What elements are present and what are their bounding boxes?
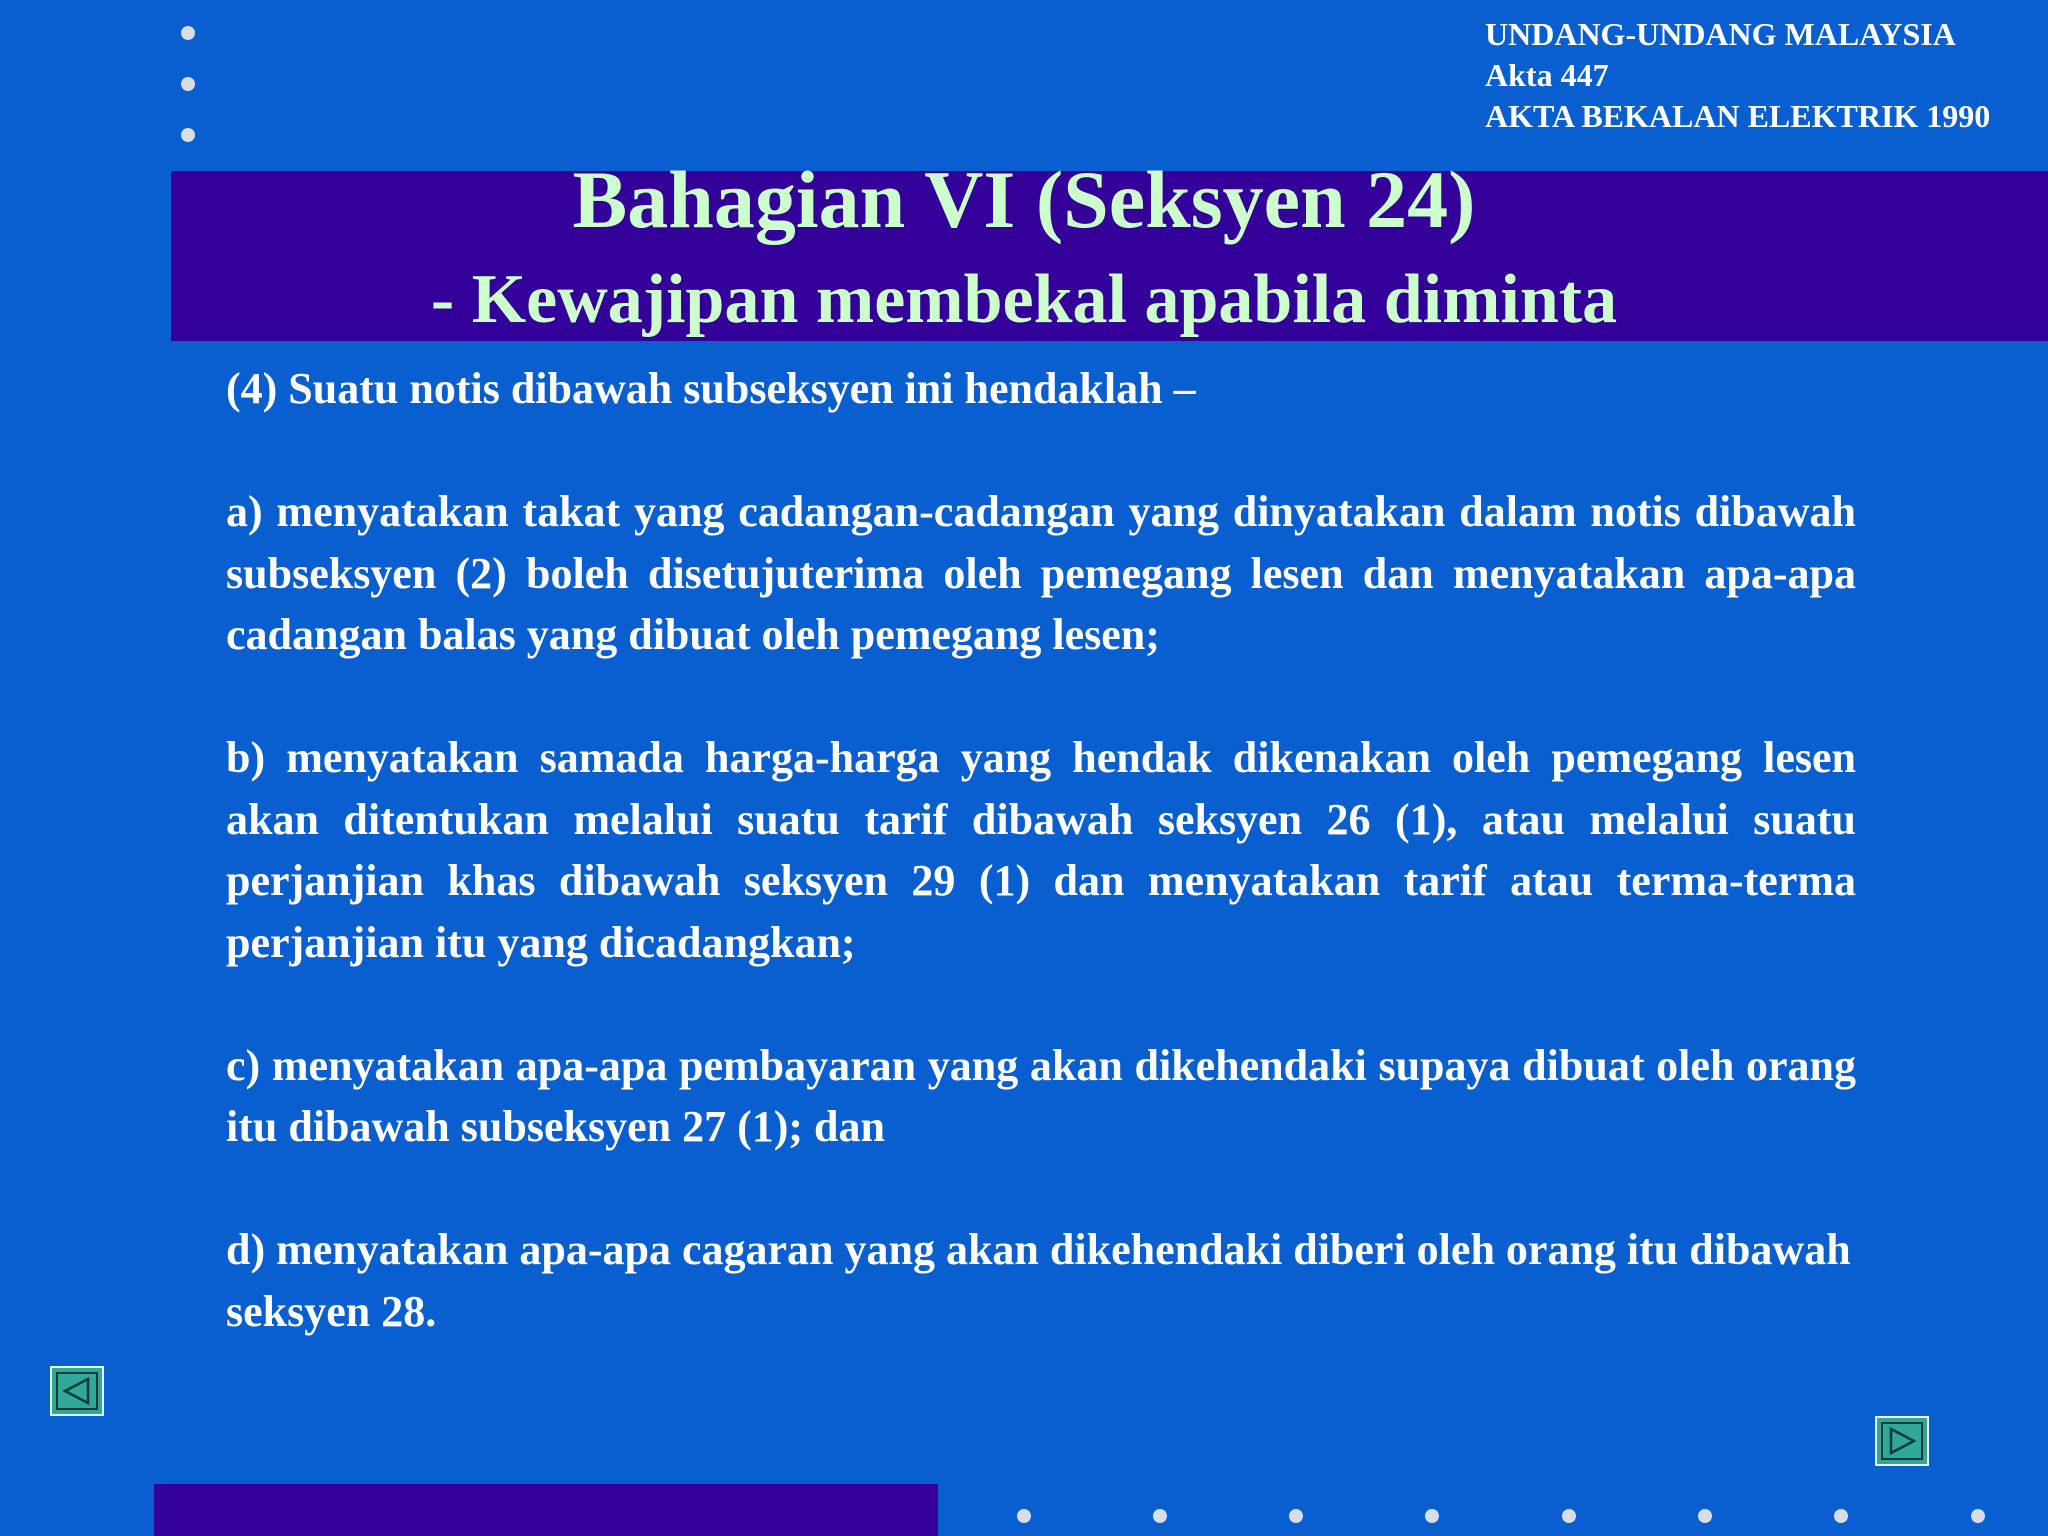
slide-body xyxy=(226,358,1856,1342)
list-item: d) menyatakan apa-apa cagaran yang akan dikehendaki diberi oleh orang itu dibawah seksyen 28. xyxy=(226,1225,1851,1336)
decor-dot xyxy=(181,77,195,91)
list-item: b) menyatakan samada harga-harga yang hendak dikenakan oleh pemegang lesen akan ditentukan melalui suatu tarif dibawah seksyen 26 (1), atau melalui suatu perjanjian khas dibawah seksyen 29 (1) dan menyatakan tarif atau terma-terma perjanjian itu yang dicadangkan; xyxy=(226,733,1856,967)
slide-subtitle: - Kewajipan membekal apabila diminta xyxy=(430,261,1618,338)
button-frame xyxy=(56,1372,98,1410)
button-frame xyxy=(1881,1422,1923,1460)
act-reference-line: UNDANG-UNDANG MALAYSIA xyxy=(1485,16,1956,52)
decor-dot xyxy=(1562,1509,1576,1523)
footer-band xyxy=(154,1484,938,1536)
list-item: a) menyatakan takat yang cadangan-cadangan yang dinyatakan dalam notis dibawah subseksyen (2) boleh disetujuterima oleh pemegang lesen dan menyatakan apa-apa cadangan balas yang dibuat oleh pemegang lesen; xyxy=(226,487,1856,659)
decor-dot xyxy=(1698,1509,1712,1523)
decor-dot xyxy=(1153,1509,1167,1523)
act-reference-line: Akta 447 xyxy=(1485,57,1609,93)
decor-dot xyxy=(1425,1509,1439,1523)
decor-dot xyxy=(1289,1509,1303,1523)
list-item: c) menyatakan apa-apa pembayaran yang akan dikehendaki supaya dibuat oleh orang itu dibawah subseksyen 27 (1); dan xyxy=(226,1040,1856,1151)
decor-dot xyxy=(181,128,195,142)
slide-title: Bahagian VI (Seksyen 24) xyxy=(572,154,1476,245)
triangle-left-icon xyxy=(62,1377,92,1405)
next-slide-button[interactable] xyxy=(1875,1416,1929,1466)
decor-dot xyxy=(1971,1509,1985,1523)
act-reference xyxy=(1485,14,1990,137)
intro-paragraph: (4) Suatu notis dibawah subseksyen ini hendaklah – xyxy=(226,364,1196,413)
decor-dot xyxy=(1017,1509,1031,1523)
previous-slide-button[interactable] xyxy=(50,1366,104,1416)
act-reference-line: AKTA BEKALAN ELEKTRIK 1990 xyxy=(1485,98,1991,134)
decor-dot xyxy=(181,26,195,40)
triangle-right-icon xyxy=(1887,1427,1917,1455)
decor-dot xyxy=(1834,1509,1848,1523)
